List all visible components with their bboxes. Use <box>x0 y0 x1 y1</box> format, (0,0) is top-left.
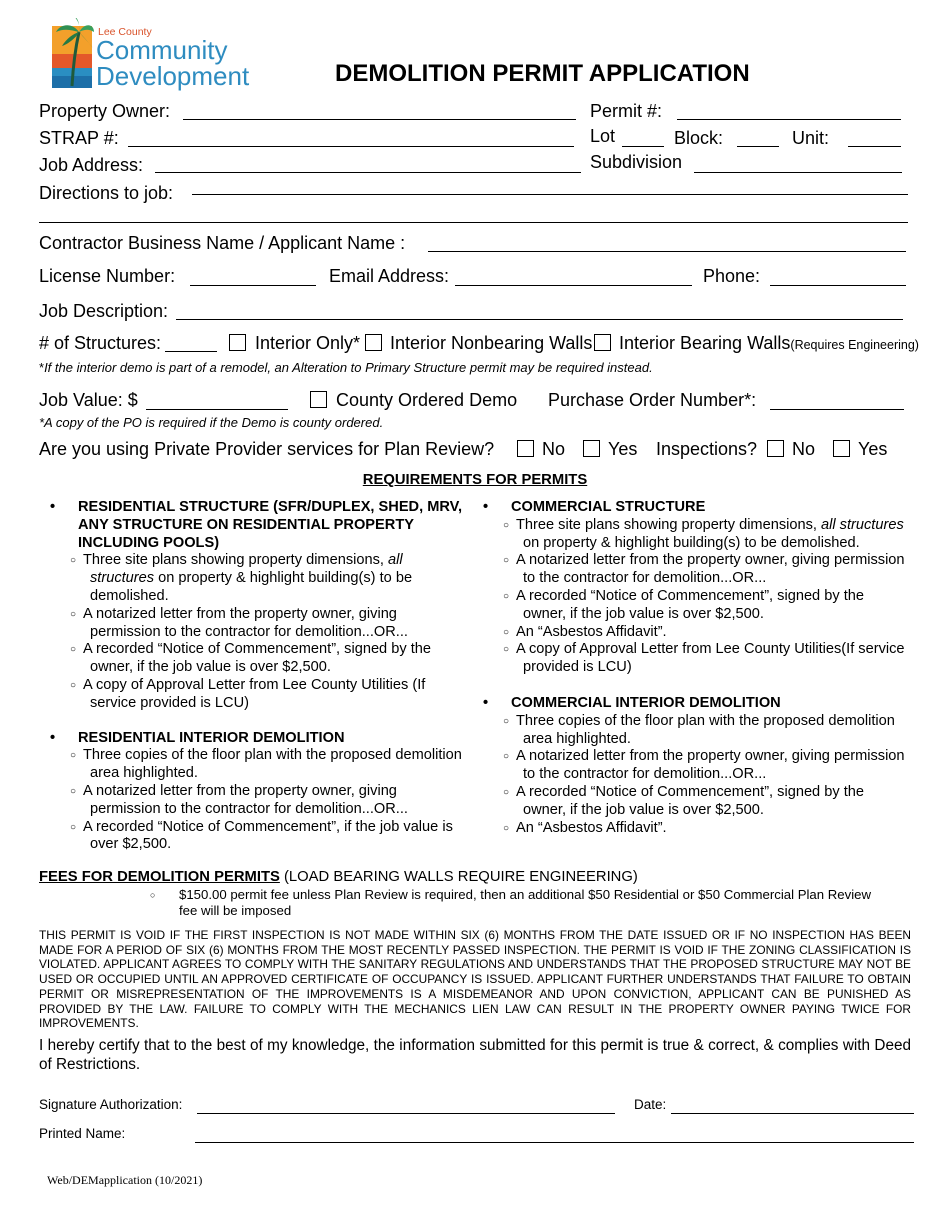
unit-label: Unit: <box>792 128 830 148</box>
list-item: ○ A notarized letter from the property owner, giving permission to the contractor for demolition...OR... <box>38 606 468 642</box>
block-field[interactable] <box>737 146 779 147</box>
list-item <box>38 552 468 605</box>
job-address-field[interactable] <box>155 172 581 173</box>
inspections-yes-label: Yes <box>858 439 888 459</box>
commercial-interior-title: • COMMERCIAL INTERIOR DEMOLITION <box>471 695 911 713</box>
po-note <box>39 415 383 431</box>
commercial-structure-title: • COMMERCIAL STRUCTURE <box>471 499 911 517</box>
interior-note-text: If the interior demo is part of a remodel, an Alteration to Primary Structure permit may be required instead. <box>44 360 653 375</box>
item-text: Three site plans showing property dimensions, <box>516 516 822 533</box>
strap-field[interactable] <box>128 146 574 147</box>
list-item: ○ A copy of Approval Letter from Lee County Utilities (If service provided is LCU) <box>38 677 468 713</box>
po-number-field[interactable] <box>770 409 904 410</box>
residential-interior-section <box>38 730 468 855</box>
printed-name-label: Printed Name: <box>39 1126 126 1141</box>
requirements-right <box>471 499 911 837</box>
residential-interior-title: • RESIDENTIAL INTERIOR DEMOLITION <box>38 730 468 748</box>
directions-field[interactable] <box>192 194 908 195</box>
lot-label: Lot <box>590 126 616 146</box>
logo-county: Lee County <box>98 26 152 38</box>
commercial-structure-section <box>471 499 911 677</box>
structures-label: # of Structures: <box>39 333 162 353</box>
list-item: ○ A recorded “Notice of Commencement”, signed by the owner, if the job value is over $2,500. <box>38 641 468 677</box>
interior-only-checkbox[interactable] <box>229 334 246 351</box>
fees-note: (LOAD BEARING WALLS REQUIRE ENGINEERING) <box>279 869 638 885</box>
list-item: ○ A notarized letter from the property owner, giving permission to the contractor for demolition...OR... <box>471 748 911 784</box>
job-description-label: Job Description: <box>39 301 169 321</box>
interior-bearing-text: Interior Bearing Walls <box>619 333 791 353</box>
subdivision-label: Subdivision <box>590 152 683 172</box>
po-note-text: *A copy of the PO is required if the Demo is county ordered. <box>39 415 384 430</box>
item-emphasis: all structures <box>90 552 403 587</box>
plan-review-no-label: No <box>542 439 566 459</box>
date-field[interactable] <box>671 1113 914 1114</box>
contractor-label: Contractor Business Name / Applicant Name : <box>39 233 406 253</box>
contractor-field[interactable] <box>428 251 906 252</box>
permit-number-field[interactable] <box>677 119 901 120</box>
county-demo-label: County Ordered Demo <box>336 390 518 410</box>
date-label: Date: <box>634 1097 667 1112</box>
property-owner-field[interactable] <box>183 119 576 120</box>
logo-line1: Community <box>96 35 228 65</box>
interior-bearing-label <box>619 333 919 355</box>
inspections-label: Inspections? <box>656 439 758 459</box>
requirements-heading: REQUIREMENTS FOR PERMITS <box>362 472 588 488</box>
structures-field[interactable] <box>165 351 217 352</box>
disclaimer: THIS PERMIT IS VOID IF THE FIRST INSPECTION IS NOT MADE WITHIN SIX (6) MONTHS FROM THE DATE ISSUED OR IF NO INSPECTION HAS BEEN MADE FOR A PERIOD OF SIX (6) MONTHS FROM THE MOST RECENTLY PASSED INSPECTION. THE PERMIT IS VOID IF THE ZONING CLASSIFICATION IS VIOLATED. APPLICANT AGREES TO COMPLY WITH THE SANITARY REGULATIONS AND UNDERSTANDS THAT THE PROPOSED STRUCTURE MAY NOT BE USED OR OCCUPIED UNTIL AN APPROVED CERTIFICATE OF OCCUPANCY IS ISSUED. APPLICANT FURTHER UNDERSTANDS THAT FAILURE TO OBTAIN PERMIT OR MISREPRESENTATION OF THE IMPROVEMENTS IS A MISDEMEANOR AND UPON CONVICTION, APPLICANT CAN BE PUNISHED AS PROVIDED BY THE LAW. FAILURE TO COMPLY WITH THE MECHANICS LIEN LAW CAN RESULT IN THE PROPERTY OWNER PAYING TWICE FOR IMPROVEMENTS. <box>39 928 911 1031</box>
phone-label: Phone: <box>703 266 761 286</box>
logo-line2: Development <box>96 61 250 91</box>
interior-nonbearing-label: Interior Nonbearing Walls <box>390 333 593 353</box>
directions-label: Directions to job: <box>39 183 174 203</box>
fees-heading: FEES FOR DEMOLITION PERMITS <box>39 869 280 885</box>
plan-review-yes-label: Yes <box>608 439 638 459</box>
residential-structure-section <box>38 499 468 713</box>
list-item: ○ A notarized letter from the property owner, giving permission to the contractor for demolition...OR... <box>471 552 911 588</box>
list-item: ○ Three copies of the floor plan with the proposed demolition area highlighted. <box>38 747 468 783</box>
item-text: on property & highlight building(s) to be demolished. <box>90 570 413 604</box>
unit-field[interactable] <box>848 146 901 147</box>
email-label: Email Address: <box>329 266 450 286</box>
list-item: ○ An “Asbestos Affidavit”. <box>471 820 911 838</box>
logo <box>52 16 267 92</box>
palm-tree-icon <box>52 18 94 90</box>
certify-statement: I hereby certify that to the best of my knowledge, the information submitted for this permit is true & correct, & complies with Deed of Restrictions. <box>39 1037 911 1073</box>
list-item: ○ An “Asbestos Affidavit”. <box>471 624 911 642</box>
lot-field[interactable] <box>622 146 664 147</box>
page-title: DEMOLITION PERMIT APPLICATION <box>335 60 750 87</box>
strap-label: STRAP #: <box>39 128 119 148</box>
county-demo-checkbox[interactable] <box>310 391 327 408</box>
job-value-field[interactable] <box>146 409 288 410</box>
inspections-no-label: No <box>792 439 816 459</box>
item-text: on property & highlight building(s) to be demolished. <box>523 534 860 551</box>
inspections-no-checkbox[interactable] <box>767 440 784 457</box>
commercial-interior-section <box>471 695 911 837</box>
list-item <box>471 517 911 553</box>
list-item: ○ A notarized letter from the property owner, giving permission to the contractor for demolition...OR... <box>38 783 468 819</box>
job-description-field[interactable] <box>176 319 903 320</box>
list-item: ○ A recorded “Notice of Commencement”, signed by the owner, if the job value is over $2,500. <box>471 784 911 820</box>
footer-code: Web/DEMapplication (10/2021) <box>47 1173 203 1187</box>
license-label: License Number: <box>39 266 176 286</box>
job-value-label: Job Value: $ <box>39 390 138 410</box>
po-number-label: Purchase Order Number*: <box>548 390 757 410</box>
interior-bearing-checkbox[interactable] <box>594 334 611 351</box>
license-field[interactable] <box>190 285 316 286</box>
list-item: ○ A recorded “Notice of Commencement”, if the job value is over $2,500. <box>38 819 468 855</box>
signature-label: Signature Authorization: <box>39 1097 183 1112</box>
fees-bullet-icon: ○ <box>150 890 156 900</box>
item-text: Three site plans showing property dimensions, <box>83 552 389 569</box>
requires-engineering-note: (Requires Engineering) <box>790 338 919 352</box>
signature-field[interactable] <box>197 1113 615 1114</box>
email-field[interactable] <box>455 285 692 286</box>
fees-heading-row <box>39 868 638 886</box>
requirements-left <box>38 499 468 854</box>
list-item: ○ Three copies of the floor plan with the proposed demolition area highlighted. <box>471 713 911 749</box>
phone-field[interactable] <box>770 285 906 286</box>
property-owner-label: Property Owner: <box>39 101 171 121</box>
item-emphasis: all structures <box>821 516 904 533</box>
block-label: Block: <box>674 128 724 148</box>
list-item: ○ A recorded “Notice of Commencement”, signed by the owner, if the job value is over $2,500. <box>471 588 911 624</box>
fees-item <box>150 887 880 919</box>
printed-name-field[interactable] <box>195 1142 914 1143</box>
directions-field-2[interactable] <box>39 222 908 223</box>
permit-number-label: Permit #: <box>590 101 663 121</box>
interior-note-star: * <box>39 360 45 375</box>
plan-review-yes-checkbox[interactable] <box>583 440 600 457</box>
plan-review-no-checkbox[interactable] <box>517 440 534 457</box>
fees-item-text: $150.00 permit fee unless Plan Review is required, then an additional $50 Residential or $50 Commercial Plan Review fee will be imposed <box>179 887 871 918</box>
interior-only-label: Interior Only* <box>255 333 361 353</box>
interior-nonbearing-checkbox[interactable] <box>365 334 382 351</box>
residential-structure-title: • RESIDENTIAL STRUCTURE (SFR/DUPLEX, SHED, MRV, ANY STRUCTURE ON RESIDENTIAL PROPERTY INCLUDING POOLS) <box>38 499 468 552</box>
interior-note <box>39 360 653 376</box>
list-item: ○ A copy of Approval Letter from Lee County Utilities(If service provided is LCU) <box>471 641 911 677</box>
inspections-yes-checkbox[interactable] <box>833 440 850 457</box>
subdivision-field[interactable] <box>694 172 902 173</box>
private-provider-label: Are you using Private Provider services for Plan Review? <box>39 439 495 459</box>
job-address-label: Job Address: <box>39 155 144 175</box>
